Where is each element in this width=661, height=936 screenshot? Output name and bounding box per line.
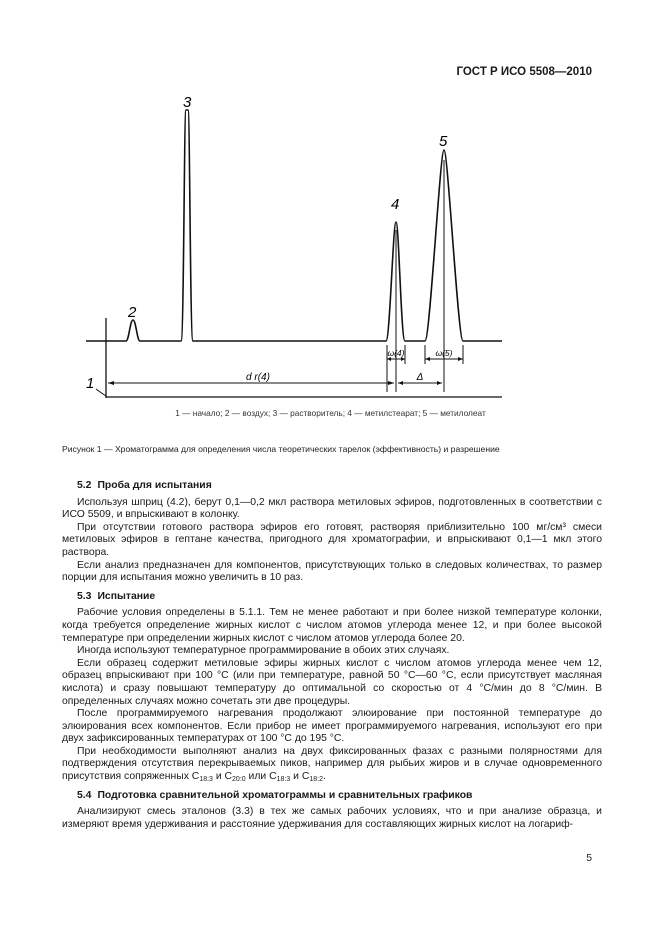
peak-label-1: 1: [86, 375, 95, 392]
figure-legend: 1 — начало; 2 — воздух; 3 — растворитель; 4 — метилстеарат; 5 — метилолеат: [175, 408, 486, 418]
paragraph: Анализируют смесь эталонов (3.3) в тех же самых рабочих условиях, что и при анализе образца, и измеряют время удерживания и расстояние удерживания для составляющих жирных кислот на логариф-: [62, 806, 602, 830]
peak-label-2: 2: [128, 304, 137, 321]
width-4-label: ω(4): [387, 348, 405, 358]
paragraph: При отсутствии готового раствора эфиров его готовят, растворяя приблизительно 100 мг/см³ смеси метиловых эфиров в гептане качества, пригодного для хроматографии, и впрыскивают 0,1—1 мкл этого раствора.: [62, 521, 602, 558]
peak-label-5: 5: [439, 133, 448, 150]
section-heading: 5.4 Подготовка сравнительной хроматограммы и сравнительных графиков: [77, 789, 473, 801]
peak-label-3: 3: [183, 94, 192, 111]
section-heading: 5.2 Проба для испытания: [77, 480, 212, 491]
chromatogram-figure: [0, 0, 661, 410]
paragraph: Если образец содержит метиловые эфиры жирных кислот с числом атомов углерода менее чем 12, образец впрыскивают при 100 °С (или при температуре, равной 50 °С—60 °С, если присутствует масляная кислота) и сразу повышают температуру до оптимальной со скоростью от 4 °С/мин до 8 °С/мин. В определенных случаях можно сочетать эти две процедуры.: [62, 657, 602, 707]
figure-caption: Рисунок 1 — Хроматограмма для определения числа теоретических тарелок (эффективность) и разрешение: [62, 444, 500, 454]
width-5-label: ω(5): [435, 348, 453, 358]
paragraph: Рабочие условия определены в 5.1.1. Тем не менее работают и при более низкой температуре колонки, когда требуется определение жирных кислот с числом атомов углерода менее 12, и при более высокой температуре при определении жирных кислот с числом атомов углерода более 20.: [62, 607, 602, 644]
paragraph: Если анализ предназначен для компонентов, присутствующих только в следовых количествах, то размер порции для испытания можно увеличить в 10 раз.: [62, 559, 602, 584]
paragraph: Используя шприц (4.2), берут 0,1—0,2 мкл раствора метиловых эфиров, подготовленных в соответствии с ИСО 5509, и впрыскивают в колонку.: [62, 496, 602, 521]
delta-label: Δ: [416, 372, 424, 383]
peak-label-4: 4: [391, 196, 400, 213]
document-body: [62, 474, 602, 831]
paragraph: При необходимости выполняют анализ на двух фиксированных фазах с разными полярностями для подтверждения отсутствия перекрываемых пиков, например для рыбьих жиров и в случае одновременного присутствия сопряженных $С_{18:3}$ и $С_{20:0}$ или $С_{18:3}$ и $С_{18:2}$.: [62, 745, 602, 784]
paragraph: Иногда используют температурное программирование в обоих этих случаях.: [77, 645, 450, 657]
document-header: ГОСТ Р ИСО 5508—2010: [456, 66, 592, 78]
section-heading: 5.3 Испытание: [77, 590, 156, 602]
distance-4-label: d r(4): [246, 372, 270, 383]
paragraph: После программируемого нагревания продолжают элюирование при постоянной температуре до элюирования всех компонентов. Если прибор не имеет программируемого нагревания, используют его при двух зафиксированных температурах от 100 °С до 195 °С.: [62, 708, 602, 745]
label-1-leader: [96, 389, 106, 396]
page-number: 5: [586, 853, 592, 864]
